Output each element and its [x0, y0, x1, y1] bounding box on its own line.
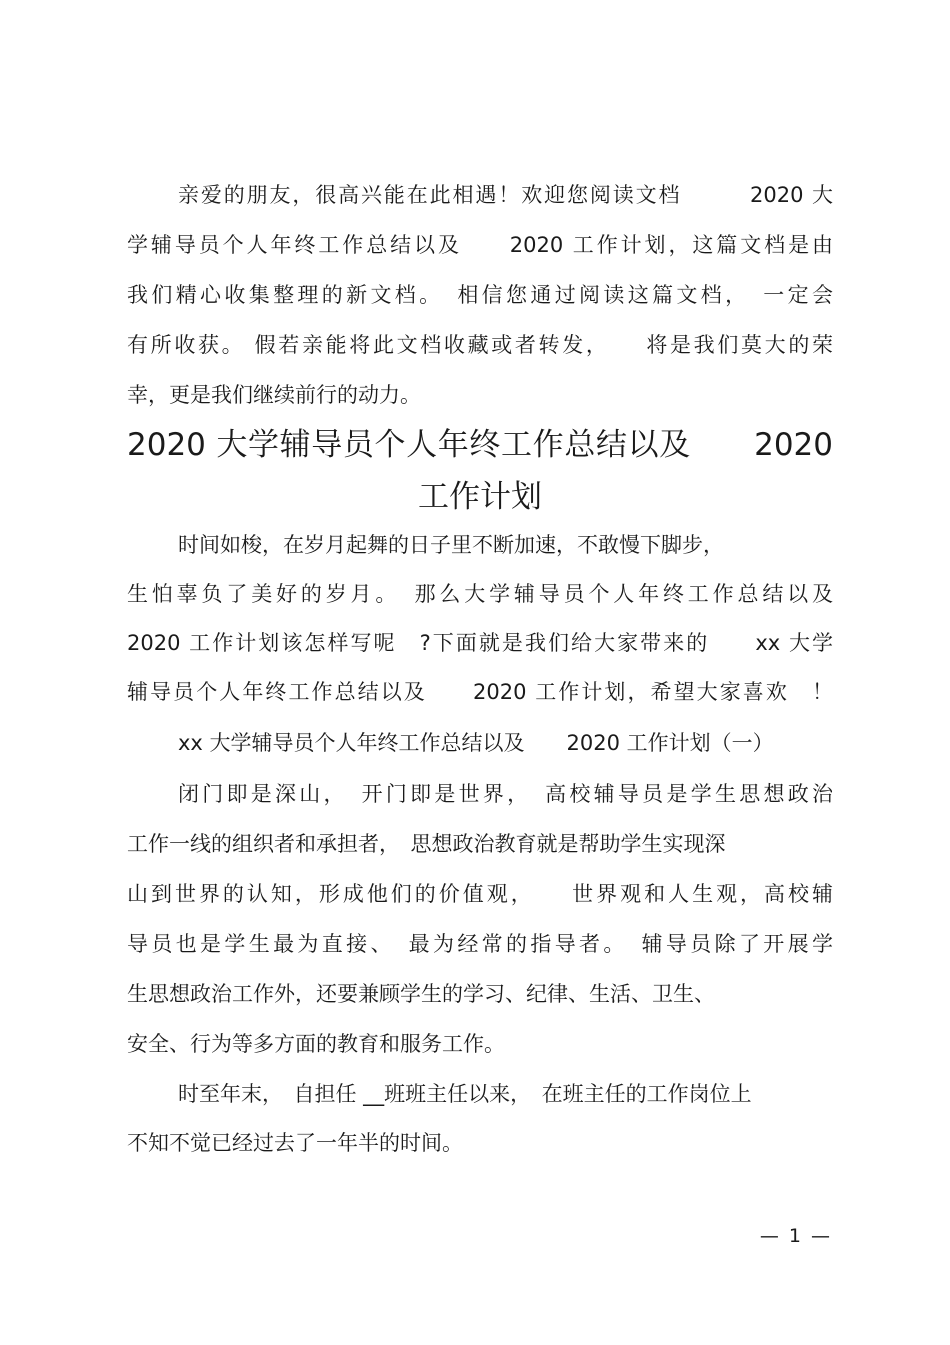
body-line-13: 不知不觉已经过去了一年半的时间。	[127, 1131, 463, 1155]
body-line-6: 闭门即是深山， 开门即是世界， 高校辅导员是学生思想政治	[178, 782, 833, 806]
body-line-8: 山到世界的认知，形成他们的价值观， 世界观和人生观，高校辅	[127, 882, 833, 906]
body-line-2: 生怕辜负了美好的岁月。 那么大学辅导员个人年终工作总结以及	[127, 582, 833, 606]
body-line-3: 2020 工作计划该怎样写呢 ?下面就是我们给大家带来的 xx 大学	[127, 631, 833, 655]
document-title-line-1: 2020 大学辅导员个人年终工作总结以及 2020	[127, 427, 833, 463]
body-line-1: 时间如梭，在岁月起舞的日子里不断加速，不敢慢下脚步，	[178, 533, 724, 557]
section-heading: xx 大学辅导员个人年终工作总结以及 2020 工作计划（一）	[178, 731, 774, 755]
intro-line-2: 学辅导员个人年终工作总结以及 2020 工作计划，这篇文档是由	[127, 233, 833, 257]
page-number: — 1 —	[759, 1225, 832, 1247]
body-line-4: 辅导员个人年终工作总结以及 2020 工作计划，希望大家喜欢 ！	[127, 680, 833, 704]
intro-line-4: 有所收获。 假若亲能将此文档收藏或者转发， 将是我们莫大的荣	[127, 333, 833, 357]
intro-line-3: 我们精心收集整理的新文档。 相信您通过阅读这篇文档， 一定会	[127, 283, 833, 307]
intro-line-1: 亲爱的朋友，很高兴能在此相遇！欢迎您阅读文档 2020 大	[178, 183, 833, 207]
body-line-11: 安全、行为等多方面的教育和服务工作。	[127, 1032, 505, 1056]
intro-line-5: 幸，更是我们继续前行的动力。	[127, 383, 421, 407]
document-title-line-2: 工作计划	[418, 479, 542, 515]
body-line-9: 导员也是学生最为直接、 最为经常的指导者。 辅导员除了开展学	[127, 932, 833, 956]
body-line-7: 工作一线的组织者和承担者， 思想政治教育就是帮助学生实现深	[127, 832, 726, 856]
body-line-12: 时至年末， 自担任 __班班主任以来， 在班主任的工作岗位上	[178, 1082, 752, 1106]
body-line-10: 生思想政治工作外，还要兼顾学生的学习、纪律、生活、卫生、	[127, 982, 715, 1006]
